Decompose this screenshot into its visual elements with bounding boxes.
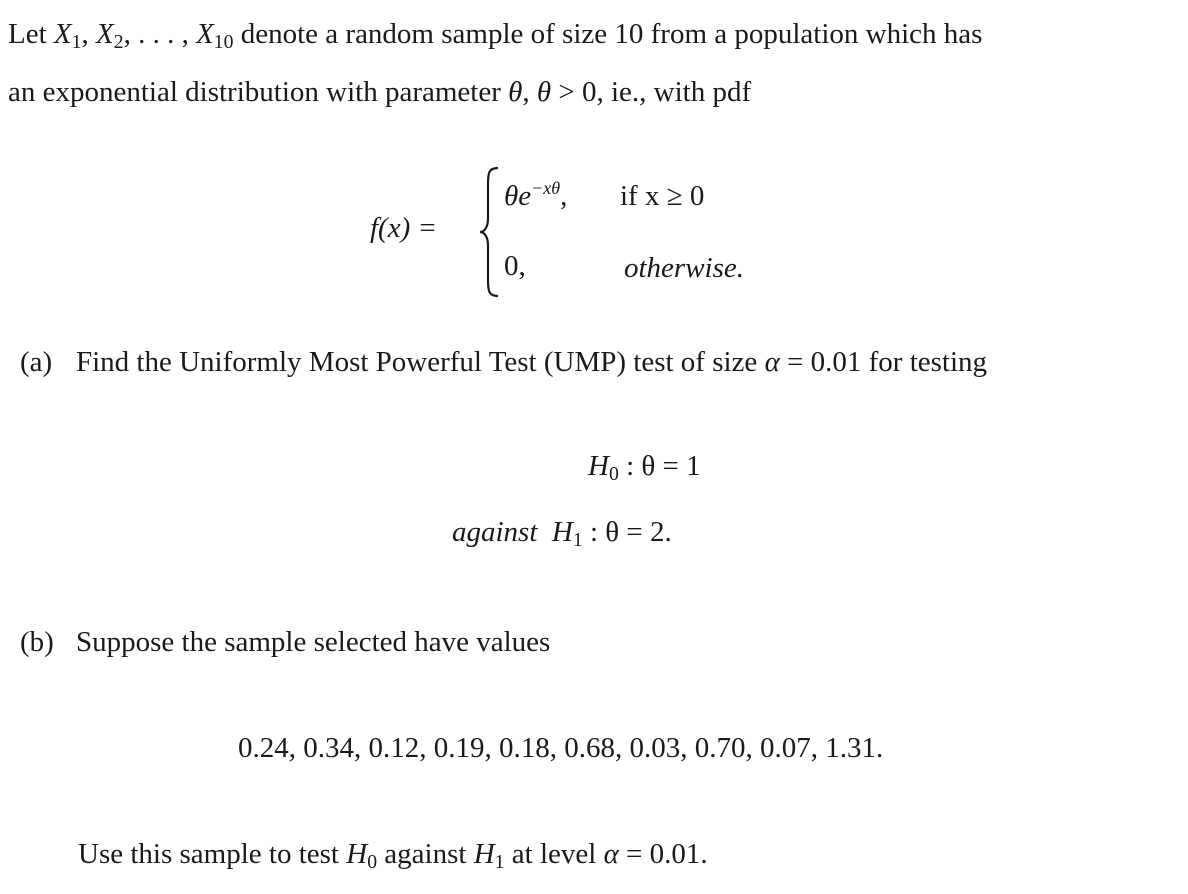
null-hypothesis [588, 450, 701, 485]
intro-line-2: an exponential distribution with parameter θ, θ > 0, ie., with pdf [8, 76, 752, 108]
x10-subscript: 10 [213, 30, 234, 53]
conclusion-middle: against [384, 838, 467, 870]
part-b-text: Suppose the sample selected have values [76, 626, 551, 658]
part-b-label: (b) [20, 626, 54, 658]
alternative-hypothesis [452, 516, 672, 551]
part-a-text: Find the Uniformly Most Powerful Test (UMP) test of size [76, 346, 758, 378]
intro-line-2-text: an exponential distribution with parameter [8, 76, 501, 108]
against-word: against [452, 516, 538, 548]
pdf-case-1-condition: if x ≥ 0 [620, 180, 705, 212]
x1-symbol: X [53, 18, 72, 50]
conclusion-h0-symbol: H [346, 838, 368, 870]
pdf-case-1-base: θe [504, 180, 532, 212]
h1-subscript: 1 [572, 528, 583, 551]
x1-subscript: 1 [71, 30, 82, 53]
conclusion-h1-subscript: 1 [494, 850, 505, 873]
part-a-question [20, 348, 987, 377]
pdf-case-2-value: 0, [504, 250, 526, 282]
pdf-case-1-expression: $\theta e^{-x\theta}$, [504, 177, 568, 212]
conclusion-suffix: = 0.01. [626, 838, 708, 870]
conclusion-prefix: Use this sample to test [78, 838, 339, 870]
conclusion-h1-symbol: H [473, 838, 495, 870]
intro-line-1: Let $X_1$, $X_2$, . . . , $X_{10}$ denote a random sample of size 10 from a population which has [8, 18, 983, 53]
h0-subscript: 0 [608, 462, 619, 485]
sample-values: 0.24, 0.34, 0.12, 0.19, 0.18, 0.68, 0.03, 0.70, 0.07, 1.31. [238, 732, 884, 764]
conclusion-instruction [78, 838, 708, 873]
part-b-question [20, 628, 550, 657]
x2-symbol: X [95, 18, 114, 50]
x10-symbol: X [196, 18, 214, 50]
h0-statement: : θ = 1 [626, 450, 701, 482]
x2-subscript: 2 [113, 30, 124, 53]
theta-condition: > 0, ie., with pdf [558, 76, 752, 108]
part-a-label: (a) [20, 346, 53, 378]
conclusion-alpha-symbol: α [603, 838, 619, 870]
theta-symbol: θ [508, 76, 523, 108]
intro-line-1-text: denote a random sample of size 10 from a population which has [240, 18, 983, 50]
h0-symbol: H [588, 450, 609, 482]
part-a-text-suffix: = 0.01 for testing [787, 346, 988, 378]
alpha-symbol: α [764, 346, 780, 378]
conclusion-level-text: at level [511, 838, 597, 870]
pdf-case-2-condition: otherwise. [624, 252, 745, 284]
pdf-case-1-exponent: −xθ [531, 177, 561, 198]
h1-symbol: H [551, 516, 573, 548]
pdf-lhs: f(x) = [370, 212, 438, 244]
theta-symbol-2: θ [536, 76, 552, 108]
h1-statement: : θ = 2. [589, 516, 672, 548]
conclusion-h0-subscript: 0 [367, 850, 378, 873]
left-brace-icon [478, 166, 500, 298]
intro-let: Let [8, 18, 47, 50]
